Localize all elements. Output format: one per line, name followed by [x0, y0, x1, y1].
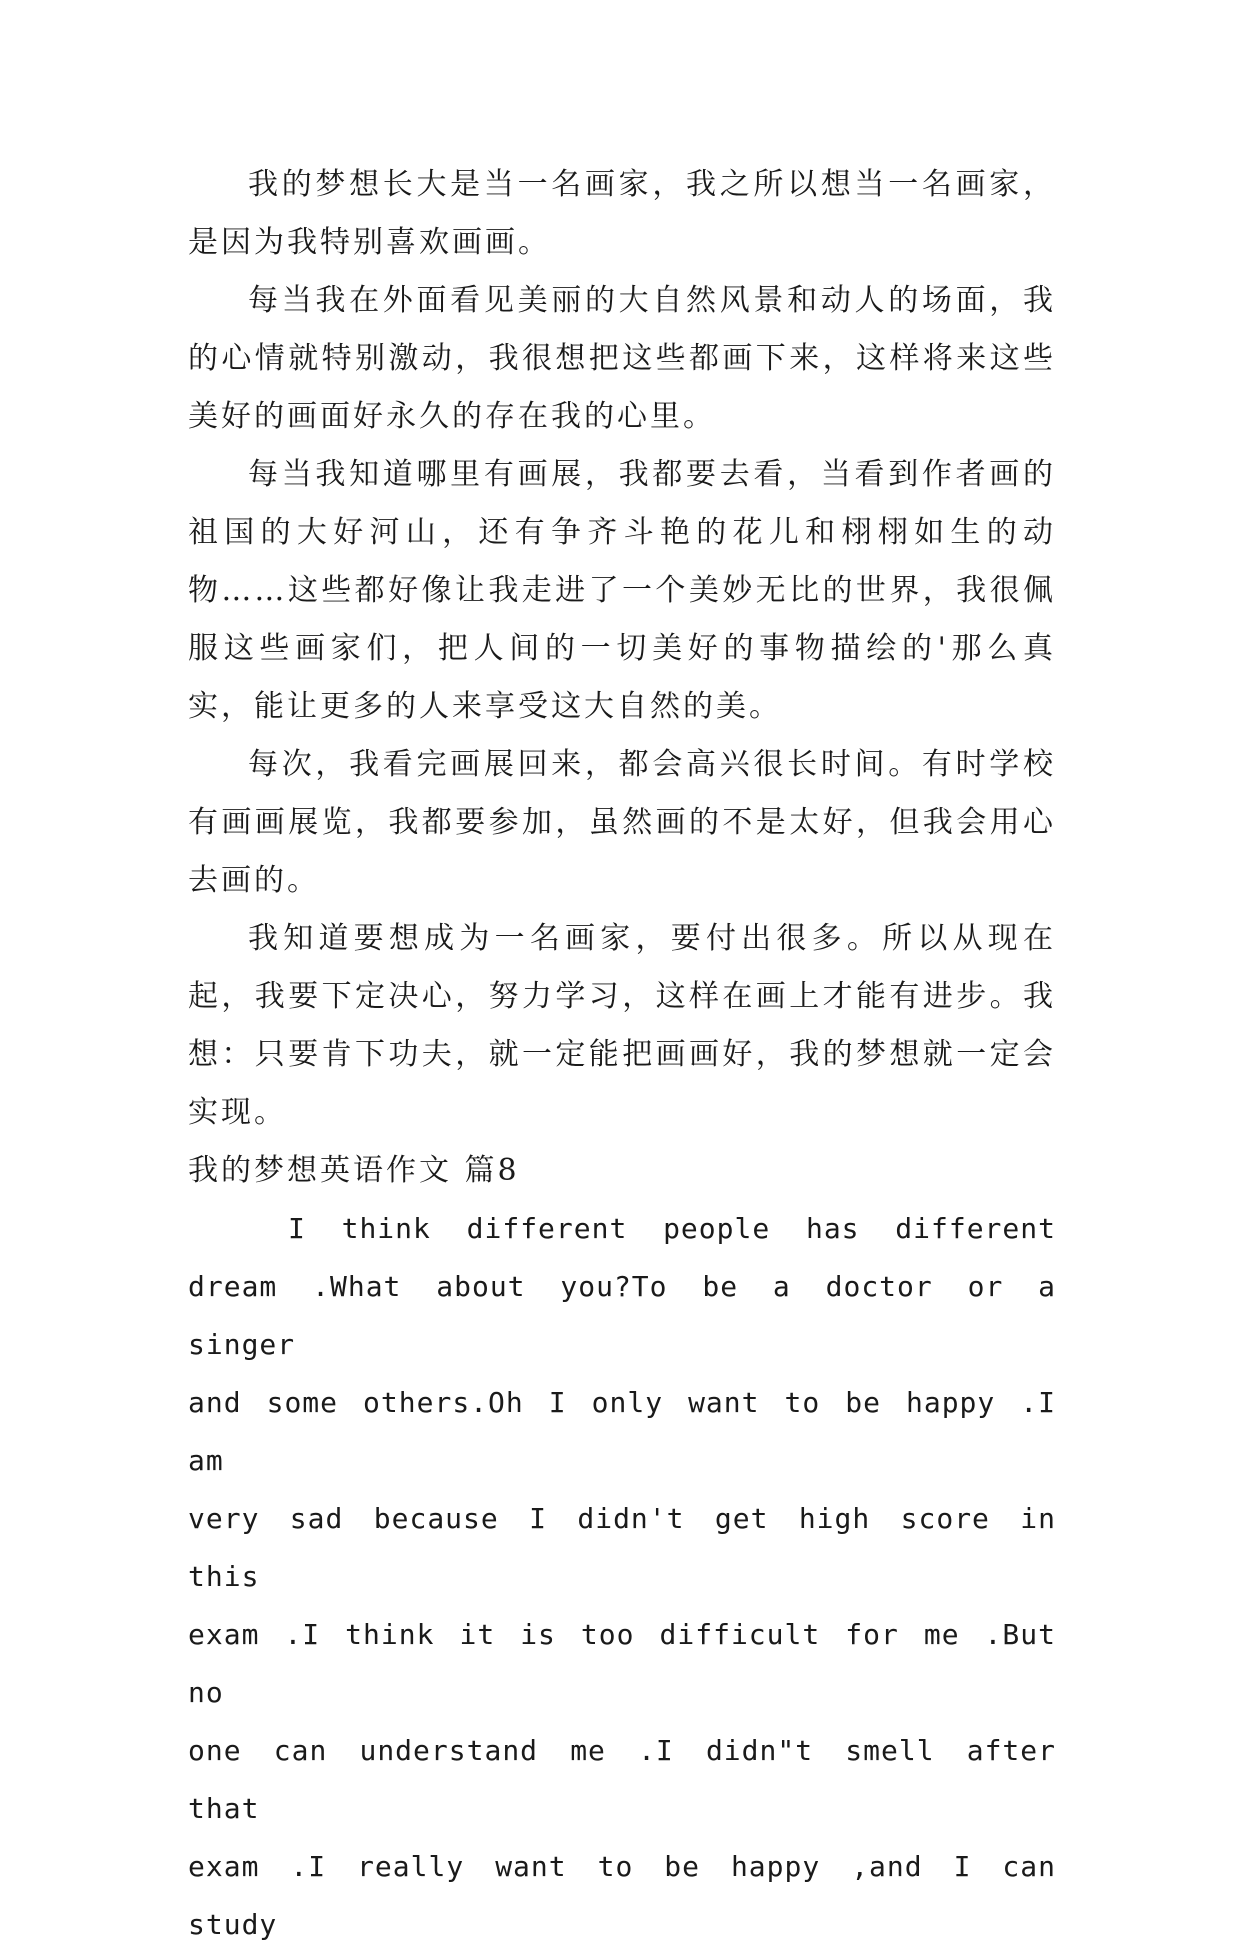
english-line-2: dream .What about you?To be a doctor or a singer: [188, 1270, 1056, 1361]
paragraph-1: 我的梦想长大是当一名画家，我之所以想当一名画家，是因为我特别喜欢画画。: [188, 167, 1056, 260]
paragraph-5: 我知道要想成为一名画家，要付出很多。所以从现在起，我要下定决心，努力学习，这样在画上才能有进步。我想：只要肯下功夫，就一定能把画画好，我的梦想就一定会实现。: [188, 921, 1056, 1130]
paragraph-4: 每次，我看完画展回来，都会高兴很长时间。有时学校有画画展览，我都要参加，虽然画的不是太好，但我会用心去画的。: [188, 747, 1056, 898]
section-heading: 我的梦想英语作文 篇8: [188, 1153, 520, 1188]
english-line-1: I think different people has different: [288, 1212, 1056, 1245]
paragraph-3: 每当我知道哪里有画展，我都要去看，当看到作者画的祖国的大好河山，还有争齐斗艳的花儿和栩栩如生的动物……这些都好像让我走进了一个美妙无比的世界，我很佩服这些画家们，把人间的一切美好的事物描绘的'那么真实，能让更多的人来享受这大自然的美。: [188, 457, 1056, 724]
paragraph-2: 每当我在外面看见美丽的大自然风景和动人的场面，我的心情就特别激动，我很想把这些都画下来，这样将来这些美好的画面好永久的存在我的心里。: [188, 283, 1056, 434]
english-line-6: one can understand me .I didn"t smell after that: [188, 1734, 1056, 1825]
english-line-4: very sad because I didn't get high score in this: [188, 1502, 1056, 1593]
english-line-3: and some others.Oh I only want to be happy .I am: [188, 1386, 1056, 1477]
english-essay: [188, 1200, 1056, 1954]
document-body: [188, 156, 1056, 1954]
english-line-5: exam .I think it is too difficult for me .But no: [188, 1618, 1056, 1709]
english-line-7: exam .I really want to be happy ,and I can study: [188, 1850, 1056, 1941]
